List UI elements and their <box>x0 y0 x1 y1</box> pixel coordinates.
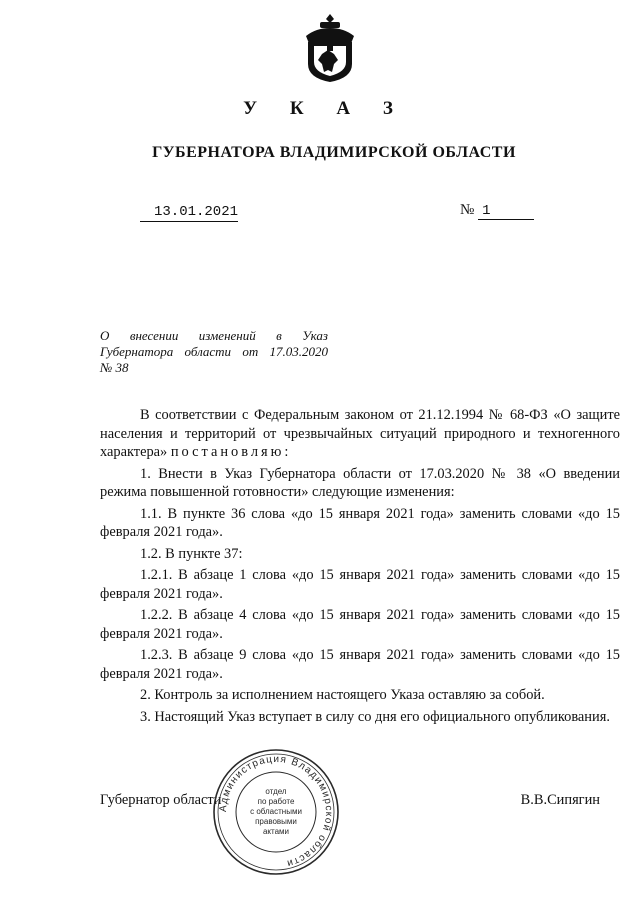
paragraph-3: 3. Настоящий Указ вступает в силу со дня его официального опубликования. <box>140 708 610 725</box>
paragraph-1-2-2: 1.2.2. В абзаце 4 слова «до 15 января 2021 года» заменить словами «до 15 февраля 2021 года». <box>100 607 620 642</box>
paragraph-1-2-3: 1.2.3. В абзаце 9 слова «до 15 января 2021 года» заменить словами «до 15 февраля 2021 года». <box>100 647 620 682</box>
stamp-inner-line: правовыми <box>255 817 297 826</box>
paragraph-1-1: 1.1. В пункте 36 слова «до 15 января 2021 года» заменить словами «до 15 февраля 2021 года». <box>100 505 620 540</box>
official-stamp <box>212 748 340 876</box>
intro-text: В соответствии с Федеральным законом от 21.12.1994 № 68-ФЗ «О защите населения и территорий от чрезвычайных ситуаций природного и техногенного характера» <box>100 407 620 460</box>
number-value: 1 <box>478 203 534 220</box>
signatory-name: В.В.Сипягин <box>520 792 600 808</box>
paragraph-1-2-1: 1.2.1. В абзаце 1 слова «до 15 января 2021 года» заменить словами «до 15 февраля 2021 года». <box>100 567 620 602</box>
intro-paragraph <box>100 406 620 462</box>
decree-body <box>100 406 620 726</box>
stamp-inner-line: отдел <box>265 787 287 796</box>
stamp-inner-line: по работе <box>257 797 295 806</box>
decree-date: 13.01.2021 <box>140 204 238 222</box>
intro-resolve-word: постановляю: <box>170 444 292 460</box>
heading-line-1: О внесении изменений в Указ <box>100 328 328 343</box>
document-subtitle: ГУБЕРНАТОРА ВЛАДИМИРСКОЙ ОБЛАСТИ <box>152 144 516 161</box>
signatory-position: Губернатор области <box>100 792 222 808</box>
paragraph-1-2: 1.2. В пункте 37: <box>140 545 243 562</box>
paragraph-2: 2. Контроль за исполнением настоящего Указа оставляю за собой. <box>140 687 545 703</box>
stamp-inner-line: актами <box>262 827 290 836</box>
decree-heading <box>100 328 328 376</box>
heading-line-3: № 38 <box>100 360 129 375</box>
paragraph-1: 1. Внести в Указ Губернатора области от 17.03.2020 № 38 «О введении режима повышенной готовности» следующие изменения: <box>100 465 620 500</box>
stamp-inner-line: с областными <box>250 807 302 816</box>
number-label: № <box>460 202 475 218</box>
stamp-ring-text: Администрация Владимирской области <box>217 753 335 869</box>
decree-number <box>460 202 534 220</box>
coat-of-arms-icon <box>300 12 360 84</box>
heading-line-2: Губернатора области от 17.03.2020 <box>100 344 328 359</box>
document-title: У К А З <box>243 98 407 119</box>
